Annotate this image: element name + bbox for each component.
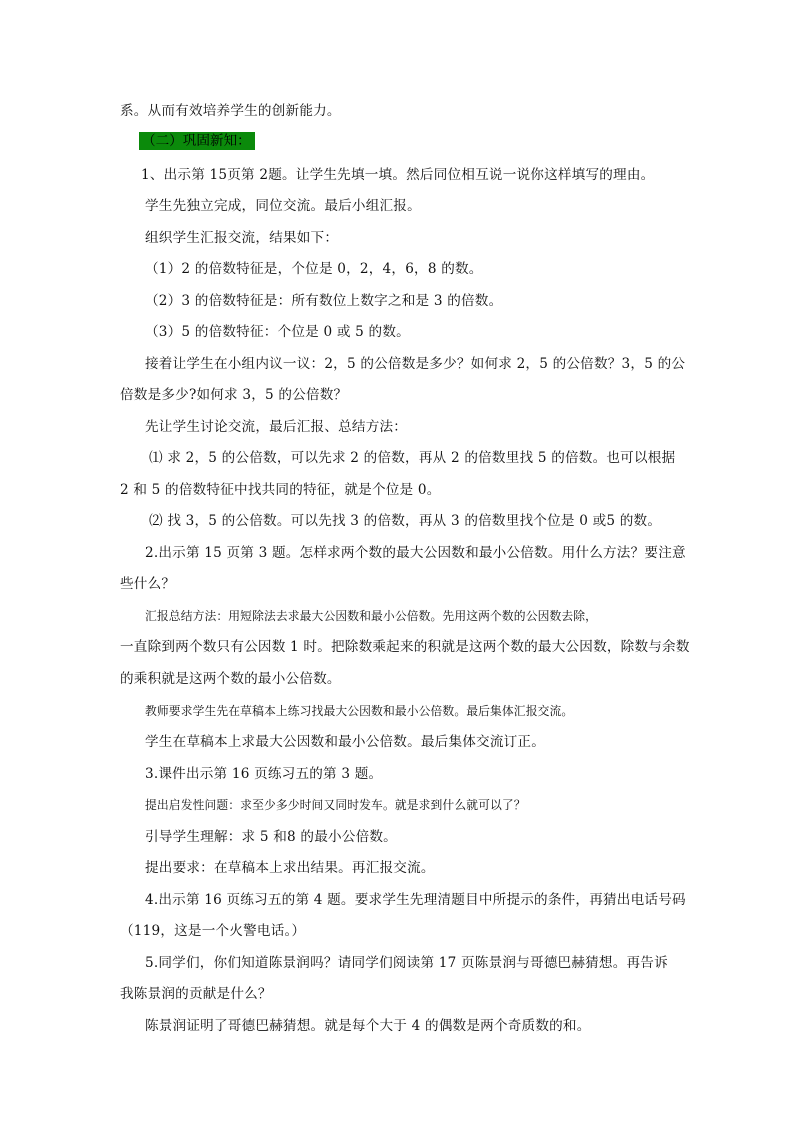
paragraph-line: 陈景润证明了哥德巴赫猜想。就是每个大于 4 的偶数是两个奇质数的和。 xyxy=(145,1018,591,1034)
paragraph-line: 些什么？ xyxy=(120,576,176,592)
paragraph-line: 汇报总结方法：用短除法去求最大公因数和最小公倍数。先用这两个数的公因数去除， xyxy=(145,609,598,623)
paragraph-line: （3）5 的倍数特征：个位是 0 或 5 的数。 xyxy=(145,324,410,340)
paragraph-line: 3.课件出示第 16 页练习五的第 3 题。 xyxy=(145,766,383,782)
paragraph-line: 我陈景润的贡献是什么？ xyxy=(120,986,272,1002)
paragraph-line: 2 和 5 的倍数特征中找共同的特征，就是个位是 0。 xyxy=(120,482,441,498)
paragraph-line: （1）2 的倍数特征是，个位是 0，2，4，6，8 的数。 xyxy=(145,261,483,277)
paragraph-line: 2.出示第 15 页第 3 题。怎样求两个数的最大公因数和最小公倍数。用什么方法？要注意 xyxy=(145,545,686,561)
paragraph-line: （2）3 的倍数特征是：所有数位上数字之和是 3 的倍数。 xyxy=(145,293,503,309)
paragraph-line: 5.同学们，你们知道陈景润吗？请同学们阅读第 17 页陈景润与哥德巴赫猜想。再告诉 xyxy=(145,955,668,971)
paragraph-line: 提出启发性问题：求至少多少时间又同时发车。就是求到什么就可以了？ xyxy=(145,798,526,812)
paragraph-line: 接着让学生在小组内议一议：2，5 的公倍数是多少？如何求 2，5 的公倍数？3，5 的公 xyxy=(145,356,686,372)
paragraph-line: ⑴ 求 2，5 的公倍数，可以先求 2 的倍数，再从 2 的倍数里找 5 的倍数。也可以根据 xyxy=(149,450,676,466)
paragraph-line: 的乘积就是这两个数的最小公倍数。 xyxy=(120,671,341,687)
paragraph-line: 引导学生理解：求 5 和8 的最小公倍数。 xyxy=(145,829,397,845)
paragraph-line: 系。从而有效培养学生的创新能力。 xyxy=(120,103,341,119)
paragraph-line: 学生先独立完成，同位交流。最后小组汇报。 xyxy=(145,198,421,214)
paragraph-line: 教师要求学生先在草稿本上练习找最大公因数和最小公倍数。最后集体汇报交流。 xyxy=(145,704,574,718)
paragraph-line: 先让学生讨论交流，最后汇报、总结方法： xyxy=(145,419,408,435)
paragraph-line: ⑵ 找 3，5 的公倍数。可以先找 3 的倍数，再从 3 的倍数里找个位是 0 或5 的数。 xyxy=(149,513,662,529)
paragraph-line: （119，这是一个火警电话。） xyxy=(120,923,306,939)
paragraph-line: 4.出示第 16 页练习五的第 4 题。要求学生先理清题目中所提示的条件，再猜出电话号码 xyxy=(145,892,686,908)
paragraph-line: 组织学生汇报交流，结果如下： xyxy=(145,230,339,246)
paragraph-line: 1、出示第 15页第 2题。让学生先填一填。然后同位相互说一说你这样填写的理由。 xyxy=(141,167,655,183)
section-heading: （二）巩固新知： xyxy=(139,132,255,150)
paragraph-line: 倍数是多少?如何求 3，5 的公倍数？ xyxy=(120,387,348,403)
paragraph-line: 学生在草稿本上求最大公因数和最小公倍数。最后集体交流订正。 xyxy=(145,734,546,750)
paragraph-line: 提出要求：在草稿本上求出结果。再汇报交流。 xyxy=(145,860,435,876)
paragraph-line: 一直除到两个数只有公因数 1 时。把除数乘起来的积就是这两个数的最大公因数，除数与余数 xyxy=(120,639,690,655)
